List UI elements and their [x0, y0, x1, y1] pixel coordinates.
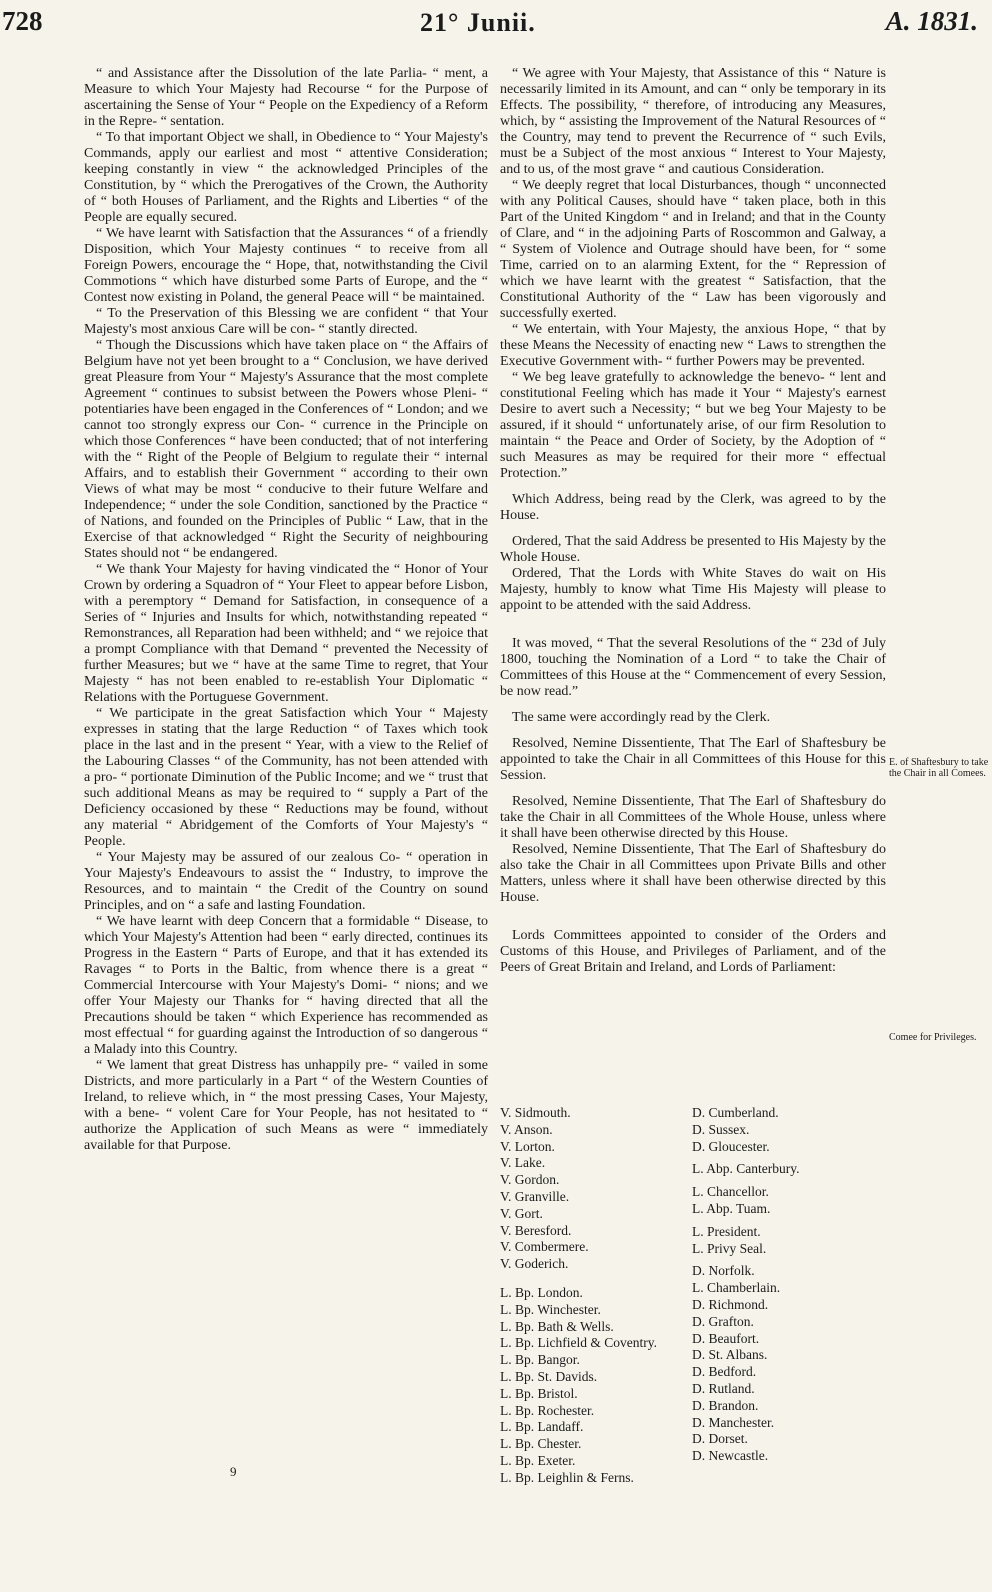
- left-column: [84, 66, 488, 1154]
- list-item: L. Bp. Lichfield & Coventry.: [500, 1335, 657, 1351]
- paragraph: “ We lament that great Distress has unhappily pre- “ vailed in some Districts, and more particularly in a Part “ of the Western Counties of Ireland, to relieve which, in “ the most pressing Cases, Your Majesty, with a bene- “ volent Care for Your People, has not hesitated to “ authorize the Application of such Means as were “ immediately available for that Purpose.: [84, 1058, 488, 1153]
- list-item: V. Beresford.: [500, 1222, 572, 1238]
- list-item: D. Bedford.: [692, 1364, 757, 1380]
- paragraph: “ We participate in the great Satisfaction which Your “ Majesty expresses in stating that the large Reduction “ of Taxes which took place in the last and in the present “ Year, with a view to the Relief of the Labouring Classes “ of the Community, has not been attended with a pro- “ portionate Diminution of the Public Income; and we “ trust that such additional Means as may be required to “ supply a Part of the Deficiency occasioned by these “ Reductions may be found, without any material “ Abridgement of the Comforts of Your Majesty's “ People.: [84, 706, 488, 849]
- list-item: V. Sidmouth.: [500, 1105, 571, 1120]
- roster-column-right: [692, 1105, 892, 1465]
- list-item: D. Manchester.: [692, 1414, 775, 1430]
- list-item: L. Bp. Bristol.: [500, 1385, 578, 1401]
- list-item: V. Lake.: [500, 1155, 546, 1171]
- signature-mark: 9: [230, 1464, 237, 1479]
- paragraph: “ Your Majesty may be assured of our zealous Co- “ operation in Your Majesty's Endeavours to assist the “ Industry, to improve the Resources, and to maintain “ the Credit of the Country on sound Principles, and on “ a safe and lasting Foundation.: [84, 850, 488, 913]
- list-item: D. Newcastle.: [692, 1448, 769, 1464]
- list-item: L. Bp. London.: [500, 1284, 583, 1300]
- list-item: V. Anson.: [500, 1121, 553, 1137]
- paragraph: “ We beg leave gratefully to acknowledge the benevo- “ lent and constitutional Feeling which has made it Your “ Majesty's earnest Desire to avert such a Necessity; “ but we beg Your Majesty to be assured, if it should “ unfortunately arise, of our firm Resolution to maintain “ the Peace and Order of Society, by the Adoption of “ such Measures as may be required for their more “ effectual Protection.”: [500, 370, 886, 481]
- list-item: L. Chancellor.: [692, 1184, 769, 1200]
- list-item: V. Gort.: [500, 1205, 543, 1221]
- list-item: D. Sussex.: [692, 1121, 750, 1137]
- list-item: L. Abp. Canterbury.: [692, 1161, 800, 1177]
- list-item: D. Gloucester.: [692, 1138, 770, 1154]
- paragraph: “ To the Preservation of this Blessing we are confident “ that Your Majesty's most anxious Care will be con- “ stantly directed.: [84, 306, 488, 337]
- paragraph: “ We deeply regret that local Disturbances, though “ unconnected with any Political Causes, should have “ taken place, both in this Part of the United Kingdom “ and in Ireland; and that in the County of Clare, and “ in the adjoining Parts of Roscommon and Galway, a “ System of Violence and Outrage should have been, for “ some Time, carried on to an alarming Extent, for the “ Repression of which we have learnt with the greatest “ Satisfaction, that the Constitutional Authority of the “ Law has been vigorously and successfully exerted.: [500, 178, 886, 321]
- list-item: L. Bp. Bath & Wells.: [500, 1318, 614, 1334]
- paragraph: Ordered, That the Lords with White Staves do wait on His Majesty, humbly to know what Time His Majesty will please to appoint to be attended with the said Address.: [500, 566, 886, 613]
- list-item: L. Bp. St. Davids.: [500, 1368, 598, 1384]
- list-item: D. Dorset.: [692, 1431, 748, 1447]
- paragraph: “ We agree with Your Majesty, that Assistance of this “ Nature is necessarily limited in its Amount, and can “ only be temporary in its Effects. The possibility, “ therefore, of introducing any Measures, which, by “ assisting the Improvement of the Natural Resources of “ the Country, may tend to prevent the Recurrence of “ such Evils, must be a Subject of the most anxious “ Interest to Your Majesty, and to us, of the most grave “ and cautious Consideration.: [500, 66, 886, 177]
- list-item: V. Combermere.: [500, 1239, 589, 1255]
- margin-note-privileges: Comee for Privileges.: [889, 1032, 977, 1043]
- paragraph: “ We thank Your Majesty for having vindicated the “ Honor of Your Crown by ordering a Squadron of “ Your Fleet to appear before Lisbon, with a peremptory “ Demand for Satisfaction, in consequence of a Series of “ Injuries and Insults for which, notwithstanding repeated “ Remonstrances, all Reparation had been withheld; and “ we rejoice that a prompt Compliance with that Demand “ prevented the Necessity of further Measures; but we “ have at the same Time to regret, that Your Majesty “ has not been enabled to re-establish Your Diplomatic “ Relations with the Portuguese Government.: [84, 562, 488, 705]
- list-item: D. Brandon.: [692, 1397, 759, 1413]
- list-item: D. Grafton.: [692, 1313, 754, 1329]
- list-item: L. President.: [692, 1223, 761, 1239]
- paragraph: Lords Committees appointed to consider of the Orders and Customs of this House, and Privileges of Parliament, and of the Peers of Great Britain and Ireland, and Lords of Parliament:: [500, 928, 886, 975]
- right-column: [500, 66, 886, 976]
- list-item: L. Abp. Tuam.: [692, 1200, 771, 1216]
- paragraph: Ordered, That the said Address be presented to His Majesty by the Whole House.: [500, 534, 886, 565]
- paragraph: Resolved, Nemine Dissentiente, That The Earl of Shaftesbury do take the Chair in all Committees of the Whole House, unless where it shall have been otherwise directed by this House.: [500, 794, 886, 841]
- paragraph: Resolved, Nemine Dissentiente, That The Earl of Shaftesbury be appointed to take the Chair in all Committees of this House for this Session.: [500, 736, 886, 783]
- list-item: L. Bp. Winchester.: [500, 1301, 601, 1317]
- paragraph: Which Address, being read by the Clerk, was agreed to by the House.: [500, 492, 886, 523]
- paragraph: “ Though the Discussions which have taken place on “ the Affairs of Belgium have not yet been brought to a “ Conclusion, we have derived great Pleasure from Your “ Majesty's Assurance that the most complete Agreement “ continues to subsist between the Powers whose Pleni- “ potentiaries have been engaged in the Conferences of “ London; and we cannot too strongly express our Con- “ currence in the Principle on which those Conferences “ have been conducted; that of not interfering with the “ Right of the People of Belgium to regulate their “ internal Affairs, and to establish their Government “ according to their own Views of what may be most “ conducive to their future Welfare and Independence; “ under the sole Condition, sanctioned by the Practice “ of Nations, and founded on the Principles of Public “ Law, that in the Exercise of that acknowledged “ Right the Security of neighbouring States should not “ be endangered.: [84, 338, 488, 561]
- list-item: L. Bp. Bangor.: [500, 1352, 580, 1368]
- page-date: 21° Junii.: [420, 8, 536, 37]
- paragraph: “ We have learnt with deep Concern that a formidable “ Disease, to which Your Majesty's Attention had been “ early directed, continues its Progress in the Eastern “ Parts of Europe, and that it has extended its Ravages “ to Ports in the Baltic, from whence there is a great “ Commercial Intercourse with Your Majesty's Domi- “ nions; and we offer Your Majesty our Thanks for “ having directed that all the Precautions should be taken “ which Experience has recommended as most effectual “ for guarding against the Introduction of so dangerous “ a Malady into this Country.: [84, 914, 488, 1057]
- roster-column-left: [500, 1105, 695, 1487]
- list-item: V. Gordon.: [500, 1172, 560, 1188]
- list-item: D. Beaufort.: [692, 1330, 760, 1346]
- list-item: L. Bp. Leighlin & Ferns.: [500, 1469, 634, 1485]
- list-item: D. Rutland.: [692, 1380, 755, 1396]
- list-item: V. Granville.: [500, 1188, 570, 1204]
- margin-note-shaftesbury: E. of Shaftesbury to take the Chair in all Comees.: [889, 757, 989, 779]
- list-item: L. Chamberlain.: [692, 1280, 781, 1296]
- paragraph: The same were accordingly read by the Clerk.: [512, 710, 771, 725]
- list-item: D. Norfolk.: [692, 1263, 755, 1279]
- paragraph: “ We entertain, with Your Majesty, the anxious Hope, “ that by these Means the Necessity of enacting new “ Laws to strengthen the Executive Government with- “ further Powers may be prevented.: [500, 322, 886, 369]
- list-item: V. Lorton.: [500, 1138, 555, 1154]
- paragraph: “ We have learnt with Satisfaction that the Assurances “ of a friendly Disposition, which Your Majesty continues “ to receive from all Foreign Powers, encourage the “ Hope, that, notwithstanding the Civil Commotions “ which have disturbed some Parts of Europe, and the “ Contest now existing in Poland, the general Peace will “ be maintained.: [84, 226, 488, 305]
- list-item: L. Privy Seal.: [692, 1240, 767, 1256]
- list-item: L. Bp. Chester.: [500, 1436, 582, 1452]
- list-item: D. Richmond.: [692, 1296, 769, 1312]
- list-item: V. Goderich.: [500, 1256, 569, 1272]
- page-year: A. 1831.: [885, 6, 978, 36]
- list-item: D. Cumberland.: [692, 1105, 779, 1120]
- list-item: L. Bp. Exeter.: [500, 1452, 576, 1468]
- list-item: D. St. Albans.: [692, 1347, 768, 1363]
- paragraph: “ To that important Object we shall, in Obedience to “ Your Majesty's Commands, apply our earliest and most “ attentive Consideration; keeping constantly in view “ the acknowledged Principles of the Constitution, by “ which the Prerogatives of the Crown, the Authority of “ both Houses of Parliament, and the Rights and Liberties “ of the People are equally secured.: [84, 130, 488, 225]
- page-header: [0, 0, 992, 50]
- page-number: 728: [2, 6, 43, 36]
- paragraph: Resolved, Nemine Dissentiente, That The Earl of Shaftesbury do also take the Chair in all Committees upon Private Bills and other Matters, unless where it shall have been otherwise directed by this House.: [500, 842, 886, 905]
- list-item: L. Bp. Landaff.: [500, 1419, 584, 1435]
- paragraph: It was moved, “ That the several Resolutions of the “ 23d of July 1800, touching the Nomination of a Lord “ to take the Chair of Committees of this House at the “ Commencement of every Session, be now read.”: [500, 636, 886, 699]
- list-item: L. Bp. Rochester.: [500, 1402, 595, 1418]
- paragraph: “ and Assistance after the Dissolution of the late Parlia- “ ment, a Measure to which Your Majesty had Recourse “ for the Purpose of ascertaining the Sense of Your “ People on the Expediency of a Reform in the Repre- “ sentation.: [84, 66, 488, 129]
